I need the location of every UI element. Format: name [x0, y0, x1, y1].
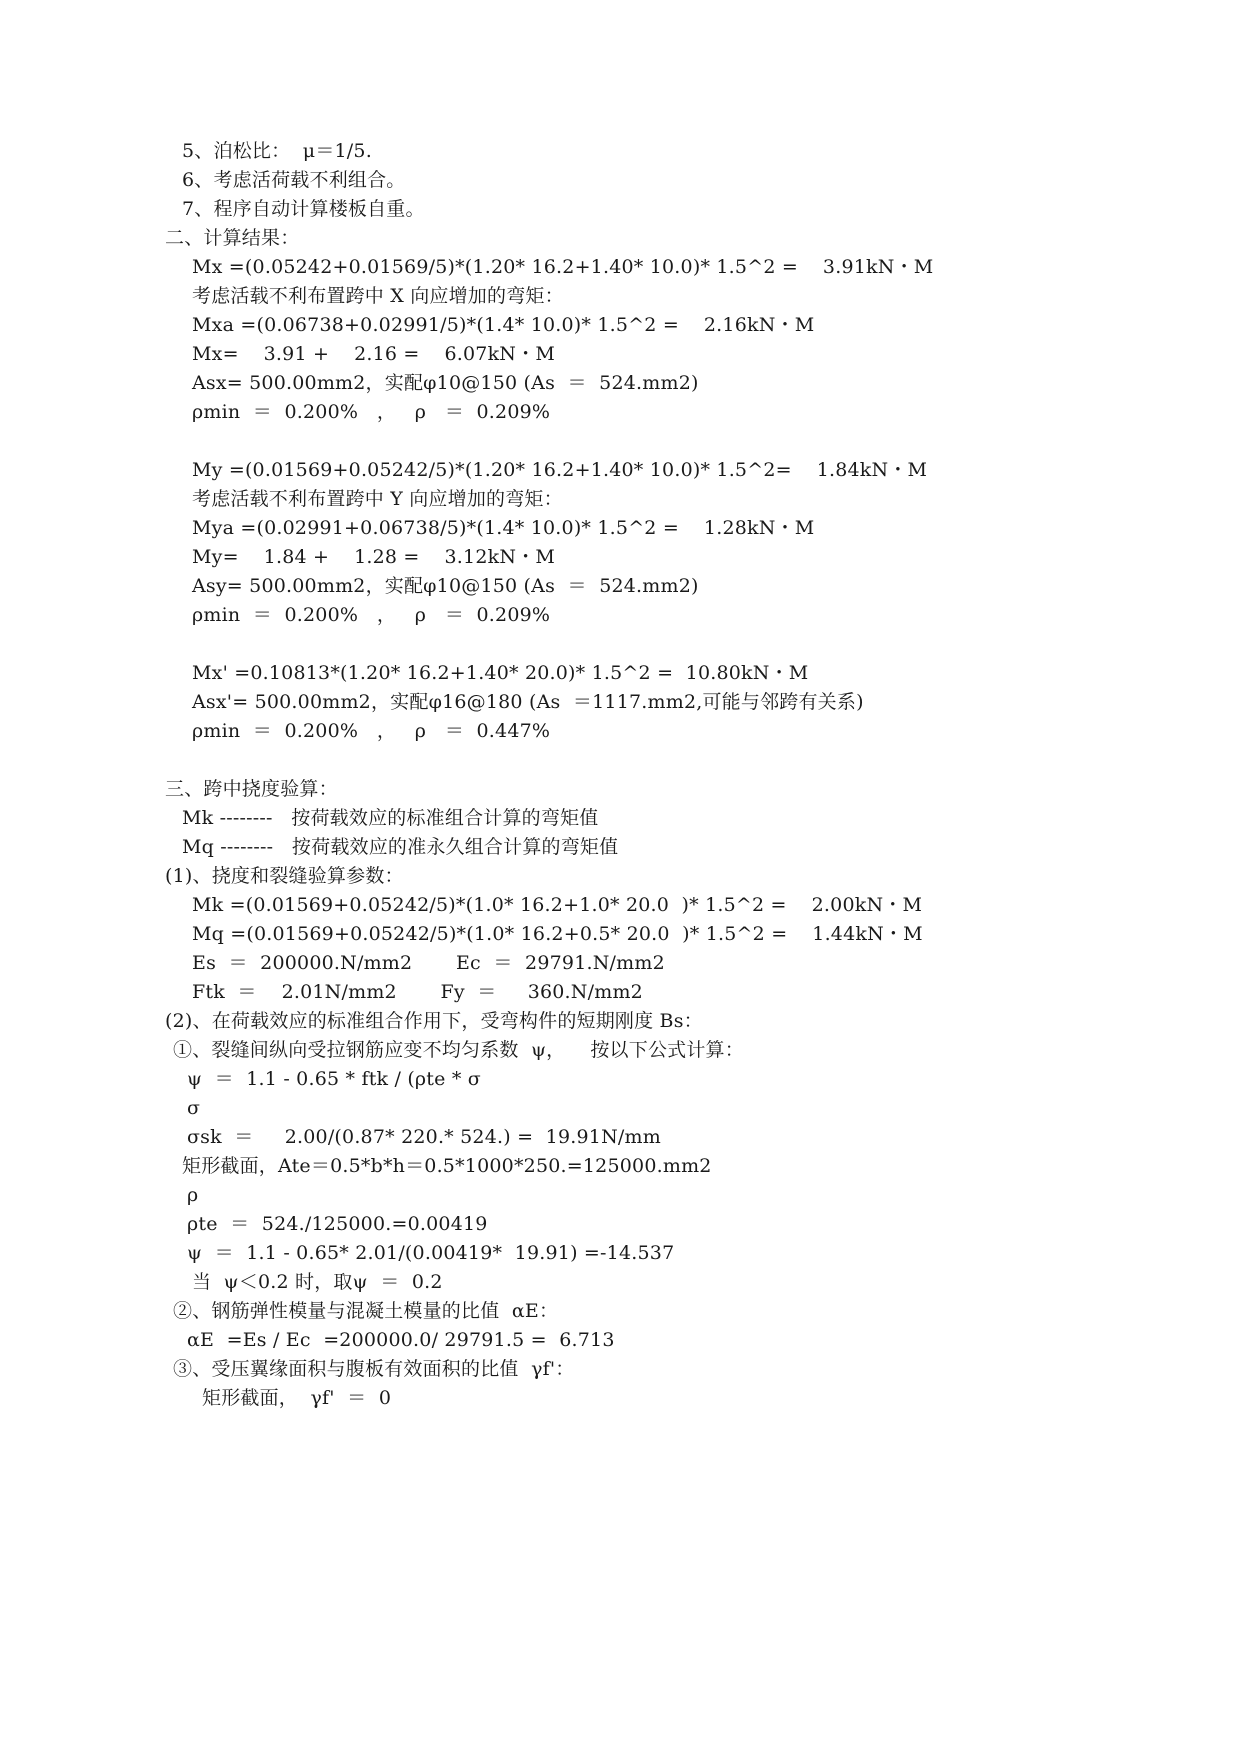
formula-line: ρ [187, 1184, 199, 1206]
formula-line: Mya =(0.02991+0.06738/5)*(1.4* 10.0)* 1.5^2 = 1.28kN・M [192, 517, 815, 539]
subsection-heading: (1)、挠度和裂缝验算参数： [165, 865, 404, 887]
section-heading: 三、跨中挠度验算： [165, 778, 338, 800]
text-line: 考虑活载不利布置跨中 Y 向应增加的弯矩： [192, 488, 563, 510]
text-line: ③、受压翼缘面积与腹板有效面积的比值 γf'： [173, 1358, 575, 1380]
formula-line: Mx' =0.10813*(1.20* 16.2+1.40* 20.0)* 1.5^2 = 10.80kN・M [192, 662, 809, 684]
text-line: 矩形截面， γf' ＝ 0 [202, 1387, 392, 1409]
formula-line: My =(0.01569+0.05242/5)*(1.20* 16.2+1.40* 10.0)* 1.5^2= 1.84kN・M [192, 459, 928, 481]
text-line: 5、泊松比： μ＝1/5. [182, 140, 372, 162]
formula-line: σsk ＝ 2.00/(0.87* 220.* 524.) = 19.91N/mm [187, 1126, 661, 1148]
section-heading: 二、计算结果： [165, 227, 300, 249]
formula-line: Asx'= 500.00mm2，实配φ16@180 (As ＝1117.mm2,可能与邻跨有关系) [192, 691, 864, 713]
formula-line: ρmin ＝ 0.200% ， ρ ＝ 0.447% [192, 720, 551, 742]
formula-line: αE =Es / Ec =200000.0/ 29791.5 = 6.713 [187, 1329, 615, 1351]
text-line: 7、程序自动计算楼板自重。 [182, 198, 425, 220]
formula-line: σ [187, 1097, 201, 1119]
formula-line: Mk =(0.01569+0.05242/5)*(1.0* 16.2+1.0* 20.0 )* 1.5^2 = 2.00kN・M [192, 894, 923, 916]
text-line: 矩形截面，Ate＝0.5*b*h＝0.5*1000*250.=125000.mm2 [182, 1155, 712, 1177]
text-line: 当 ψ＜0.2 时，取ψ ＝ 0.2 [192, 1271, 443, 1293]
formula-line: Ftk ＝ 2.01N/mm2 Fy ＝ 360.N/mm2 [192, 981, 643, 1003]
formula-line: Mxa =(0.06738+0.02991/5)*(1.4* 10.0)* 1.5^2 = 2.16kN・M [192, 314, 815, 336]
text-line: 6、考虑活荷载不利组合。 [182, 169, 406, 191]
formula-line: Mx= 3.91 + 2.16 = 6.07kN・M [192, 343, 555, 365]
text-line: ②、钢筋弹性模量与混凝土模量的比值 αE： [173, 1300, 559, 1322]
formula-line: ψ ＝ 1.1 - 0.65* 2.01/(0.00419* 19.91) =-14.537 [187, 1242, 675, 1264]
formula-line: ρte ＝ 524./125000.=0.00419 [187, 1213, 488, 1235]
formula-line: Es ＝ 200000.N/mm2 Ec ＝ 29791.N/mm2 [192, 952, 665, 974]
text-line: Mk -------- 按荷载效应的标准组合计算的弯矩值 [182, 807, 599, 829]
text-line: Mq -------- 按荷载效应的准永久组合计算的弯矩值 [182, 836, 619, 858]
formula-line: Asy= 500.00mm2，实配φ10@150 (As ＝ 524.mm2) [192, 575, 699, 597]
subsection-heading: (2)、在荷载效应的标准组合作用下，受弯构件的短期刚度 Bs： [165, 1010, 703, 1032]
text-line: ①、裂缝间纵向受拉钢筋应变不均匀系数 ψ， 按以下公式计算： [173, 1039, 744, 1061]
formula-line: ρmin ＝ 0.200% ， ρ ＝ 0.209% [192, 401, 551, 423]
formula-line: Mx =(0.05242+0.01569/5)*(1.20* 16.2+1.40* 10.0)* 1.5^2 = 3.91kN・M [192, 256, 934, 278]
formula-line: Asx= 500.00mm2，实配φ10@150 (As ＝ 524.mm2) [192, 372, 699, 394]
formula-line: My= 1.84 + 1.28 = 3.12kN・M [192, 546, 556, 568]
formula-line: Mq =(0.01569+0.05242/5)*(1.0* 16.2+0.5* 20.0 )* 1.5^2 = 1.44kN・M [192, 923, 923, 945]
formula-line: ψ ＝ 1.1 - 0.65 * ftk / (ρte * σ [187, 1068, 481, 1090]
formula-line: ρmin ＝ 0.200% ， ρ ＝ 0.209% [192, 604, 551, 626]
text-line: 考虑活载不利布置跨中 X 向应增加的弯矩： [192, 285, 564, 307]
